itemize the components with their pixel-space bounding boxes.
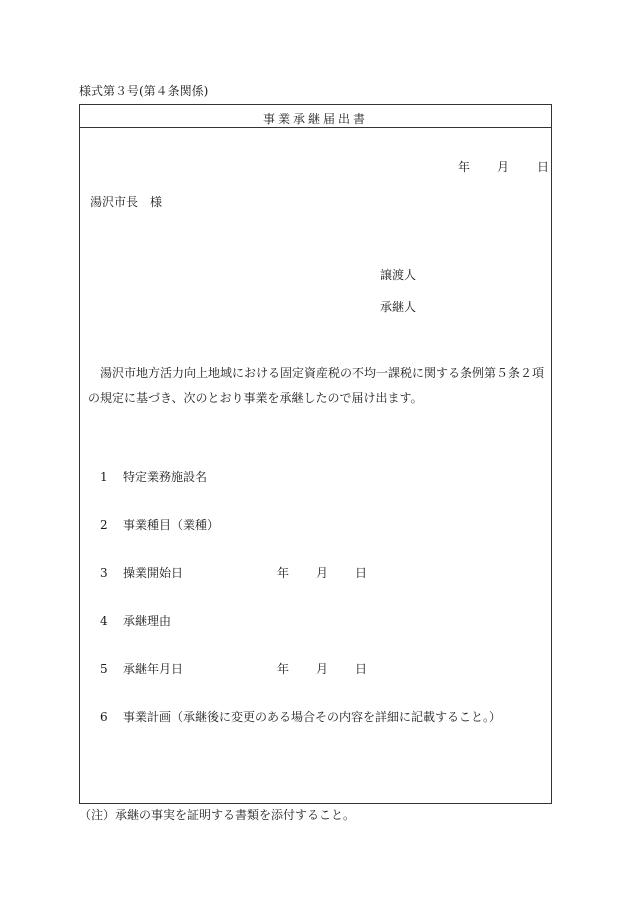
date-year: 年 (458, 160, 471, 174)
form-number-label: 様式第３号(第４条関係) (79, 84, 209, 98)
body-text: 湯沢市地方活力向上地域における固定資産税の不均一課税に関する条例第５条２項の規定に基づき、次のとおり事業を承継したので届け出ます。 (88, 366, 545, 405)
transferor-label: 譲渡人 (380, 268, 417, 282)
item-number-4: 4 (100, 614, 108, 628)
item-label-operation-start-date: 操業開始日 (123, 566, 184, 580)
operation-start-year: 年 (277, 566, 290, 580)
item-label-facility-name: 特定業務施設名 (123, 470, 208, 484)
item-number-6: 6 (100, 710, 108, 724)
item-number-2: 2 (100, 518, 108, 532)
operation-start-day: 日 (355, 566, 368, 580)
item-number-3: 3 (100, 566, 108, 580)
date-month: 月 (497, 160, 510, 174)
item-number-1: 1 (100, 470, 108, 484)
date-day: 日 (537, 160, 550, 174)
item-label-business-type: 事業種目（業種） (123, 518, 220, 532)
item-label-business-plan: 事業計画（承継後に変更のある場合その内容を詳細に記載すること。） (123, 710, 502, 724)
addressee: 湯沢市長 様 (90, 195, 163, 209)
note: （注）承継の事実を証明する書類を添付すること。 (79, 808, 356, 822)
item-label-succession-date: 承継年月日 (123, 662, 184, 676)
document-title: 事業承継届出書 (262, 112, 368, 126)
title-row (80, 105, 551, 128)
item-number-5: 5 (100, 662, 108, 676)
succession-month: 月 (316, 662, 329, 676)
item-label-succession-reason: 承継理由 (123, 614, 172, 628)
succession-year: 年 (277, 662, 290, 676)
form-box (79, 104, 552, 804)
successor-label: 承継人 (380, 300, 417, 314)
succession-day: 日 (355, 662, 368, 676)
operation-start-month: 月 (316, 566, 329, 580)
